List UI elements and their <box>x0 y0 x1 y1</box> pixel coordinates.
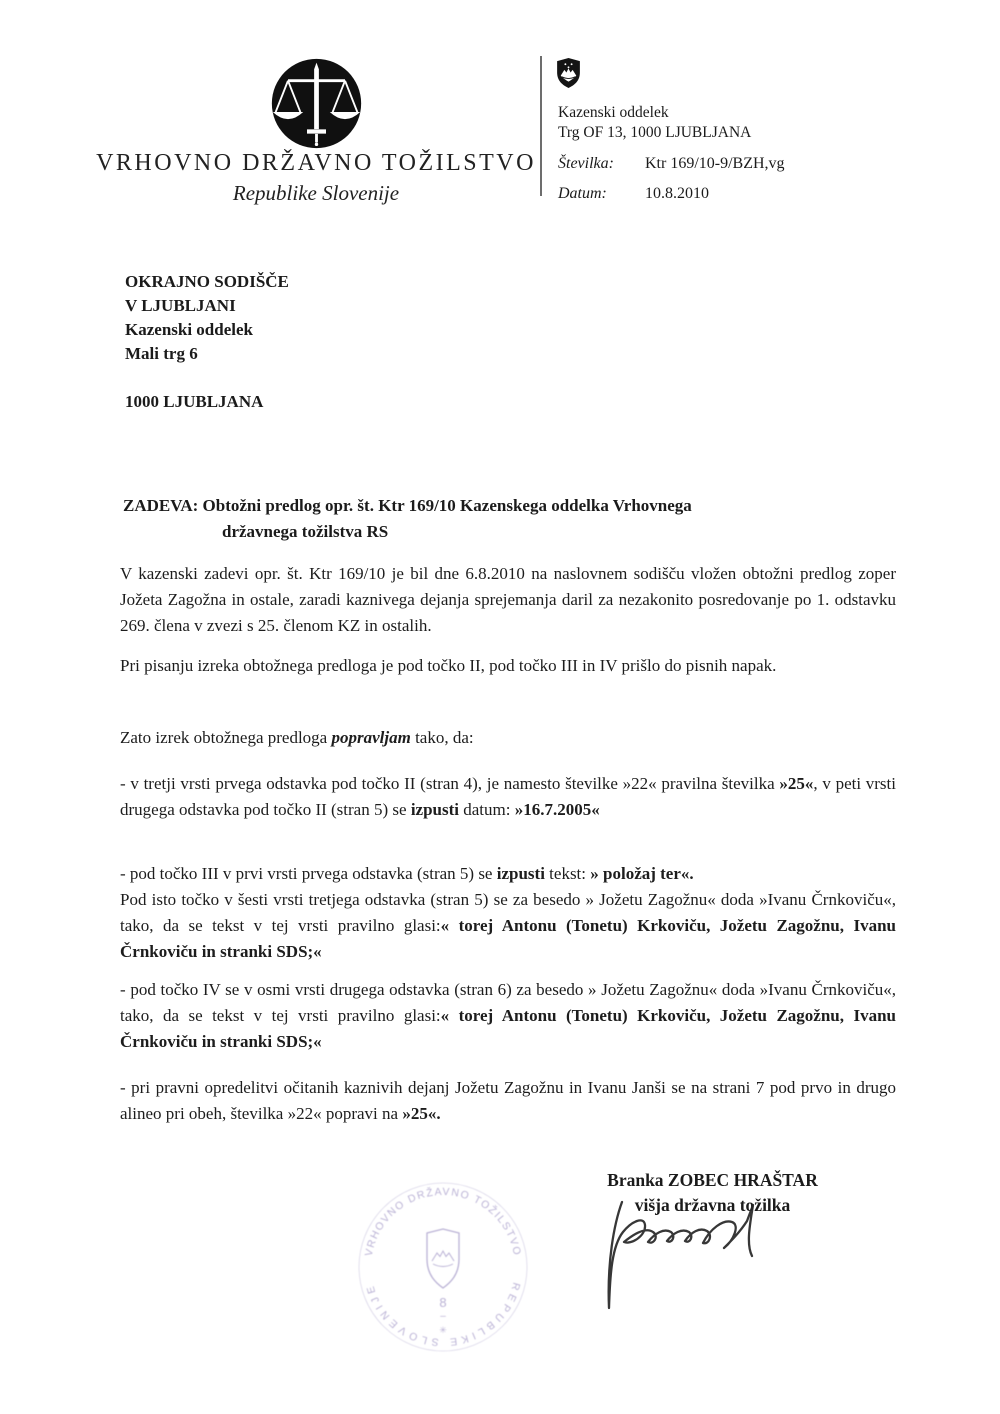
stamp-separator: – <box>440 1311 446 1322</box>
subject-label: ZADEVA: <box>123 496 199 515</box>
body-bullet-1: - v tretji vrsti prvega odstavka pod točko II (stran 4), je namesto številke »22« pravilna številka »25«, v peti vrsti drugega odstavka pod točko II (stran 5) se izpusti datum: »16.7.2005« <box>120 774 896 819</box>
stamp-shield-icon <box>427 1229 459 1288</box>
stamp-mountain-icon <box>432 1251 454 1261</box>
body-paragraph-3: Zato izrek obtožnega predloga popravljam tako, da: <box>120 728 474 747</box>
body-bullet-4: - pri pravni opredelitvi očitanih kaznivih dejanj Jožetu Zagožnu in Ivanu Janši se na strani 7 pod prvo in drugo alineo pri obeh, številka »22« popravi na »25«. <box>120 1078 896 1123</box>
addressee-line: V LJUBLJANI <box>125 296 236 315</box>
addressee-line: Mali trg 6 <box>125 344 198 363</box>
org-name: VRHOVNO DRŽAVNO TOŽILSTVO <box>96 150 536 176</box>
signer-title: višja državna tožilka <box>634 1195 791 1215</box>
slovenia-coat-of-arms-icon <box>557 58 580 88</box>
svg-text:VRHOVNO DRŽAVNO TOŽILSTVO <box>363 1186 523 1258</box>
department-line: Kazenski oddelek <box>558 104 669 121</box>
stamp-star-icon: ✳ <box>439 1325 447 1335</box>
body-paragraph-2: Pri pisanju izreka obtožnega predloga je pod točko II, pod točko III in IV prišlo do pisnih napak. <box>120 656 777 675</box>
reference-number-value: Ktr 169/10-9/BZH,vg <box>645 155 785 172</box>
subject-line-2: državnega tožilstva RS <box>222 522 389 541</box>
body-paragraph-1: V kazenski zadevi opr. št. Ktr 169/10 je bil dne 6.8.2010 na naslovnem sodišču vložen obtožni predlog zoper Jožeta Zagožna in ostale, zaradi kaznivega dejanja sprejemanja daril za nezakonito posredovanje po 1. odstavku 269. člena v zvezi s 25. členom KZ in ostalih. <box>120 564 896 635</box>
body-bullet-3: - pod točko IV se v osmi vrsti drugega odstavka (stran 6) za besedo » Jožetu Zagožnu« doda »Ivanu Črnkoviču«, tako, da se tekst v tej vrsti pravilno glasi:« torej Antonu (Tonetu) Krkoviču, Jožetu Zagožnu, Ivanu Črnkoviču in stranki SDS;« <box>120 980 896 1051</box>
addressee-line: Kazenski oddelek <box>125 320 253 339</box>
sender-department-block <box>558 103 751 142</box>
address-line: Trg OF 13, 1000 LJUBLJANA <box>558 123 752 141</box>
scales-of-justice-icon <box>269 56 364 151</box>
body-bullet-2-line-1: - pod točko III v prvi vrsti prvega odstavka (stran 5) se izpusti tekst: » položaj ter«. <box>120 864 694 883</box>
reference-number-label: Številka: <box>558 155 614 172</box>
addressee-city: 1000 LJUBLJANA <box>125 392 264 411</box>
signature-scribble-icon <box>578 1196 793 1321</box>
subject-text: Obtožni predlog opr. št. Ktr 169/10 Kazenskega oddelka Vrhovnega <box>202 496 692 515</box>
body-bullet-2-continuation: Pod isto točko v šesti vrsti tretjega odstavka (stran 5) se za besedo » Jožetu Zagožnu« doda »Ivanu Črnkoviču«, tako, da se tekst v tej vrsti pravilno glasi:« torej Antonu (Tonetu) Krkoviču, Jožetu Zagožnu, Ivanu Črnkoviču in stranki SDS;« <box>120 890 896 961</box>
addressee-block <box>125 270 289 414</box>
header-divider <box>540 56 542 196</box>
org-subtitle: Republike Slovenije <box>232 181 400 205</box>
addressee-line: OKRAJNO SODIŠČE <box>125 272 289 291</box>
stamp-text-top: VRHOVNO DRŽAVNO TOŽILSTVO <box>362 1185 524 1258</box>
date-row <box>558 185 709 203</box>
date-value: 10.8.2010 <box>645 185 709 202</box>
date-label: Datum: <box>558 185 607 202</box>
signer-name: Branka ZOBEC HRAŠTAR <box>607 1170 818 1190</box>
subject-line-1 <box>123 496 692 516</box>
stamp-number: 8 <box>439 1295 447 1310</box>
round-official-seal-icon <box>352 1176 534 1358</box>
stamp-text-bottom: REPUBLIKE SLOVENIJE <box>363 1281 523 1349</box>
reference-number-row <box>558 155 785 173</box>
